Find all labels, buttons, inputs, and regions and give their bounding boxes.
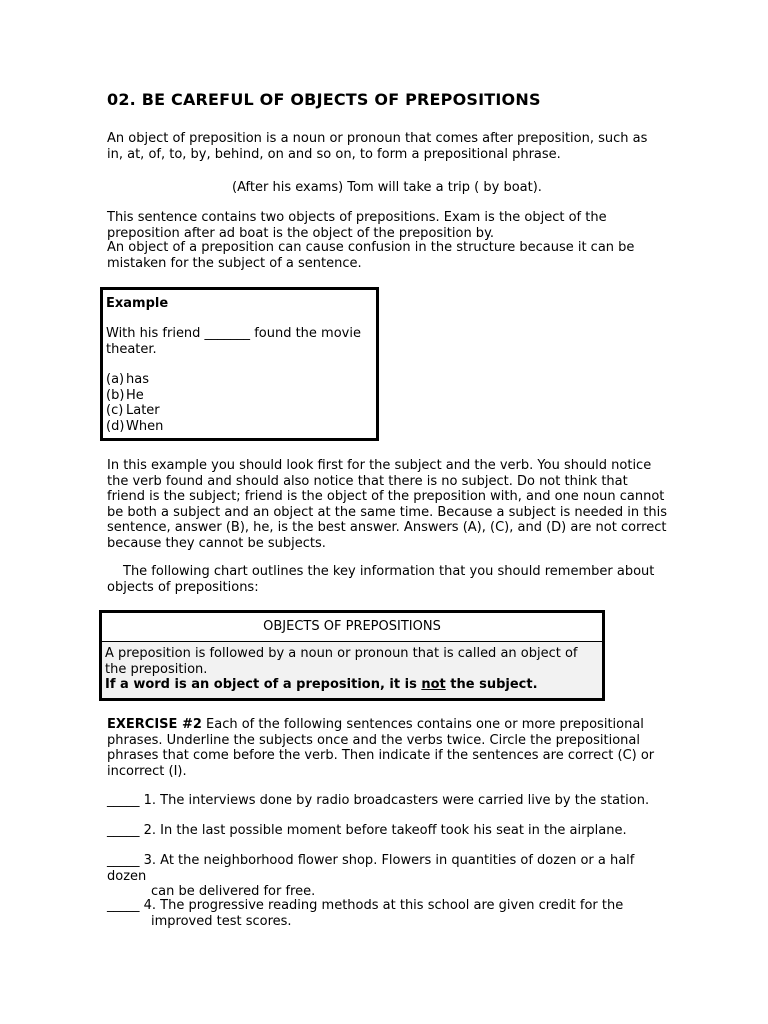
- option-text: has: [126, 372, 149, 387]
- option-item: [106, 419, 163, 435]
- analysis-paragraph: In this example you should look first for the subject and the verb. You should notice the verb found and should also notice that there is no subject. Do not think that friend is the subject; friend is the object of the preposition with, and one noun cannot be both a subject and an object at the same time. Because a subject is needed in this sentence, answer (B), he, is the best answer. Answers (A), (C), and (D) are not correct because they cannot be subjects.: [107, 458, 667, 551]
- chart-intro-paragraph: The following chart outlines the key information that you should remember about objects of prepositions:: [107, 564, 655, 595]
- option-item: [106, 403, 163, 419]
- option-label: (c): [106, 403, 124, 418]
- option-label: (d): [106, 418, 125, 434]
- option-text: When: [126, 418, 164, 434]
- chart-rule-2-post: the subject.: [445, 677, 538, 692]
- chart-rule-1: A preposition is followed by a noun or pronoun that is called an object of the preposition.: [105, 646, 578, 677]
- option-item: [106, 388, 163, 404]
- exercise-sentence: 4. The progressive reading methods at this school are given credit for the: [139, 898, 624, 913]
- exercise-item-2: [107, 823, 667, 839]
- exercise-sentence: 1. The interviews done by radio broadcasters were carried live by the station.: [139, 793, 650, 808]
- chart-rule-2-pre: If a word is an object of a preposition, it is: [105, 677, 422, 692]
- option-item: [106, 372, 163, 388]
- exercise-item-1: [107, 793, 667, 809]
- exercise-text: Each of the following sentences contains one or more prepositional phrases. Underline the subjects once and the verbs twice. Circle the prepositional phrases that come before the verb. Then indicate if the sentences are correct (C) or incorrect (I).: [107, 717, 655, 779]
- option-label: (b): [106, 387, 125, 403]
- exercise-sentence: 2. In the last possible moment before takeoff took his seat in the airplane.: [139, 823, 627, 838]
- exercise-sentence-continued: can be delivered for free.: [151, 884, 316, 899]
- answer-blank[interactable]: _____: [107, 823, 140, 838]
- key-chart: [99, 610, 605, 701]
- option-text: He: [126, 387, 144, 403]
- chart-header: OBJECTS OF PREPOSITIONS: [102, 613, 602, 642]
- example-options: [106, 372, 163, 434]
- option-text: Later: [126, 403, 160, 418]
- example-question: With his friend _______ found the movie theater.: [106, 326, 361, 357]
- answer-blank[interactable]: _____: [107, 793, 140, 808]
- example-box: [100, 287, 379, 441]
- intro-paragraph: An object of preposition is a noun or pronoun that comes after preposition, such as in, at, of, to, by, behind, on and so on, to form a prepositional phrase.: [107, 131, 648, 162]
- explanation-paragraph-2: An object of a preposition can cause confusion in the structure because it can be mistaken for the subject of a sentence.: [107, 240, 635, 271]
- example-heading: Example: [106, 296, 169, 311]
- exercise-item-4: [107, 898, 667, 929]
- exercise-sentence-continued: improved test scores.: [151, 913, 292, 929]
- answer-blank[interactable]: _____: [107, 853, 140, 868]
- chart-rule-2-not: not: [421, 677, 446, 692]
- explanation-paragraph-1: This sentence contains two objects of prepositions. Exam is the object of the preposition after ad boat is the object of the preposition by.: [107, 210, 607, 241]
- exercise-item-3: [107, 853, 667, 900]
- answer-blank[interactable]: _____: [107, 898, 140, 913]
- option-label: (a): [106, 372, 125, 387]
- exercise-instructions: [107, 717, 667, 779]
- chart-body: [102, 642, 602, 698]
- chart-rule-2: [105, 677, 599, 693]
- exercise-label: EXERCISE #2: [107, 717, 202, 732]
- sample-sentence: (After his exams) Tom will take a trip ( by boat).: [232, 180, 542, 195]
- page-title: 02. BE CAREFUL OF OBJECTS OF PREPOSITIONS: [107, 90, 541, 109]
- exercise-sentence: 3. At the neighborhood flower shop. Flowers in quantities of dozen or a half dozen: [107, 853, 635, 884]
